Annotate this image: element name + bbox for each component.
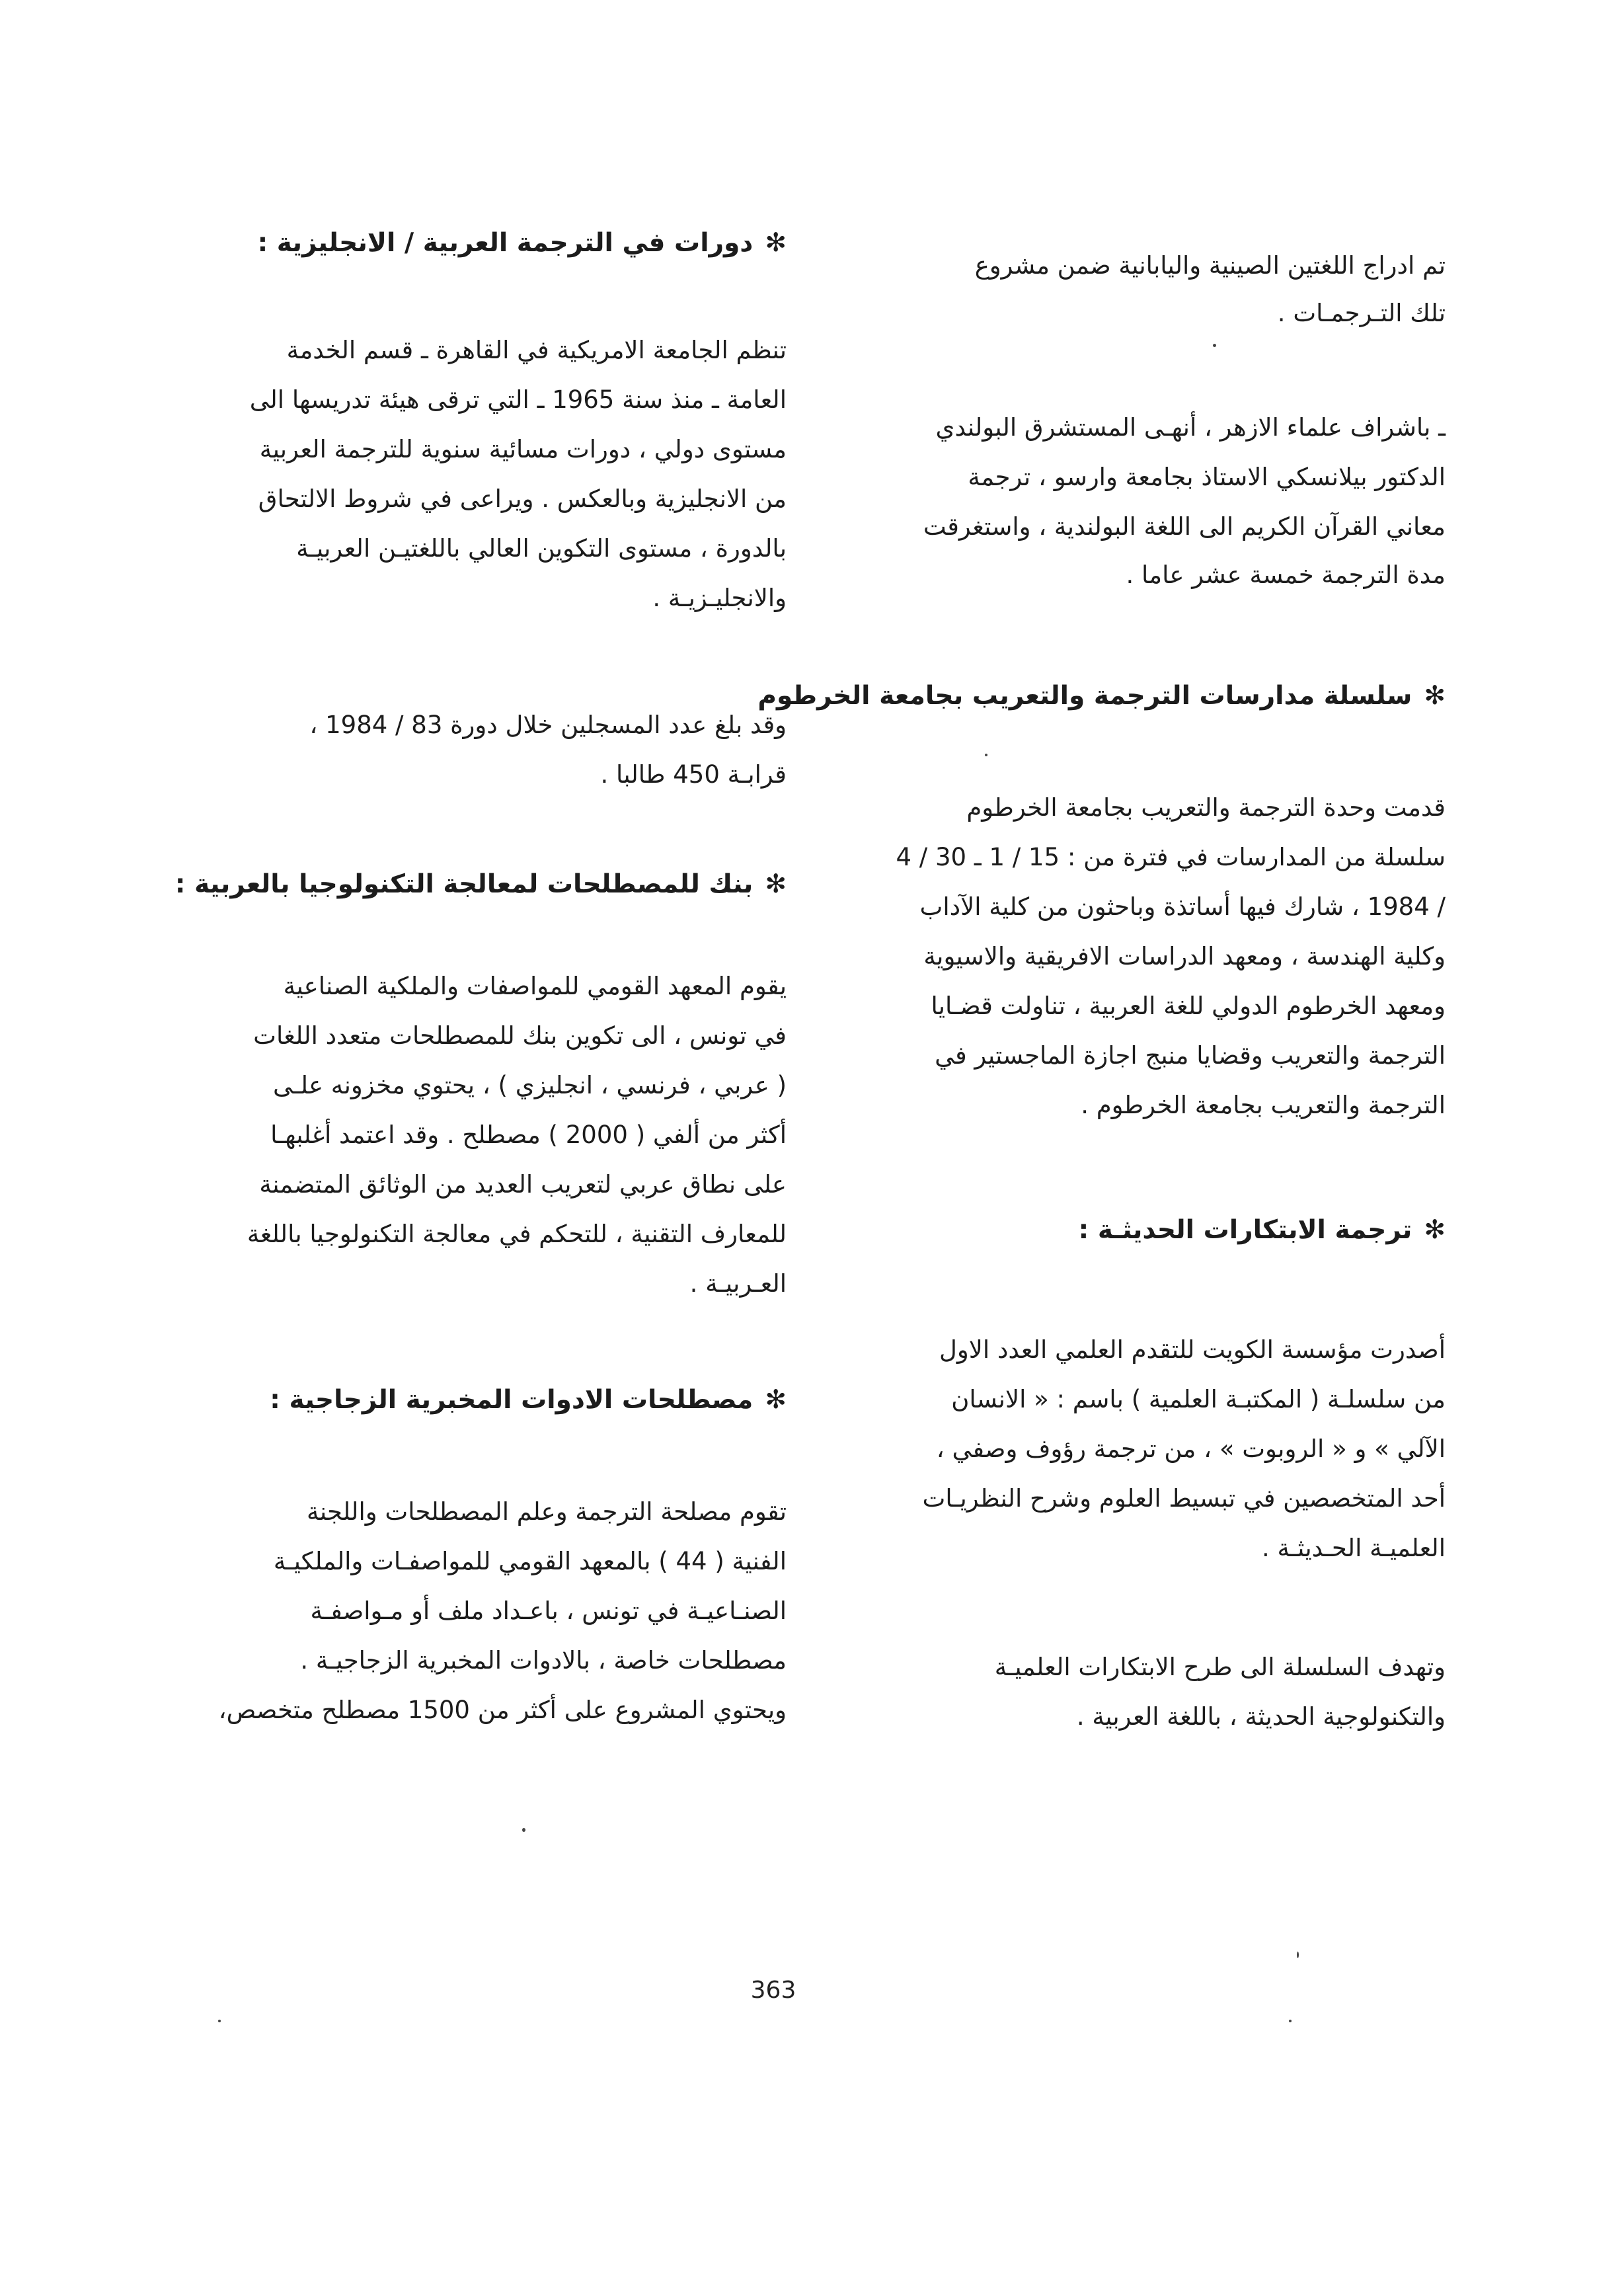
scan-speck	[522, 1828, 525, 1832]
section-heading-text: دورات في الترجمة العربية / الانجليزية :	[257, 228, 754, 258]
section-heading	[190, 1385, 787, 1415]
paragraph-line: مستوى دولي ، دورات مسائية سنوية للترجمة العربية	[259, 435, 787, 463]
scan-speck	[985, 754, 987, 756]
paragraph-line: من سلسلـة ( المكتبـة العلمية ) باسم : « الانسان	[951, 1385, 1446, 1413]
paragraph-line: بالدورة ، مستوى التكوين العالي باللغتيـن العربيـة	[296, 534, 787, 563]
scan-speck	[1289, 2020, 1292, 2022]
scan-speck	[218, 2020, 221, 2022]
paragraph-line: الترجمة والتعريب بجامعة الخرطوم .	[1081, 1091, 1446, 1119]
paragraph-line: مدة الترجمة خمسة عشر عاما .	[1126, 561, 1446, 589]
paragraph-line: العامة ـ منذ سنة 1965 ـ التي ترقى هيئة تدريسها الى	[249, 385, 787, 414]
paragraph-line: تلك التـرجمـات .	[1277, 299, 1446, 327]
paragraph-line: قرابـة 450 طالبا .	[600, 760, 787, 789]
section-heading	[849, 1215, 1446, 1245]
paragraph-line: / 1984 ، شارك فيها أساتذة وباحثون من كلية الآداب	[919, 892, 1446, 921]
paragraph-line: الفنية ( 44 ) بالمعهد القومي للمواصفـات والملكيـة	[273, 1547, 787, 1575]
paragraph-line: من الانجليزية وبالعكس . ويراعى في شروط الالتحاق	[258, 485, 787, 513]
paragraph-line: ـ باشراف علماء الازهر ، أنهـى المستشرق البولندي	[935, 413, 1446, 442]
paragraph-line: الدكتور بيلانسكي الاستاذ بجامعة وارسو ، ترجمة	[968, 463, 1446, 491]
section-heading-text: بنك للمصطلحات لمعالجة التكنولوجيا بالعربية :	[174, 869, 754, 899]
paragraph-line: الصنـاعيـة في تونس ، باعـداد ملف أو مـواصفـة	[310, 1597, 787, 1625]
paragraph-line: في تونس ، الى تكوين بنك للمصطلحات متعدد اللغات	[253, 1021, 787, 1050]
paragraph-line: للمعارف التقنية ، للتحكم في معالجة التكنولوجيا باللغة	[247, 1220, 787, 1248]
asterisk-icon: ✻	[765, 1385, 787, 1415]
paragraph-line: الآلي » و « الروبوت » ، من ترجمة رؤوف وصفي ،	[936, 1435, 1446, 1463]
paragraph-line: يقوم المعهد القومي للمواصفات والملكية الصناعية	[283, 972, 787, 1000]
paragraph-line: تنظم الجامعة الامريكية في القاهرة ـ قسم الخدمة	[286, 336, 787, 364]
asterisk-icon: ✻	[1424, 681, 1446, 711]
section-heading	[190, 228, 787, 258]
paragraph-line: مصطلحات خاصة ، بالادوات المخبرية الزجاجيـة .	[300, 1646, 787, 1675]
paragraph-line: أكثر من ألفي ( 2000 ) مصطلح . وقد اعتمد أغلبهـا	[270, 1121, 787, 1149]
paragraph-line: تقوم مصلحة الترجمة وعلم المصطلحات واللجنة	[307, 1497, 787, 1526]
section-heading-text: مصطلحات الادوات المخبرية الزجاجية :	[270, 1385, 754, 1415]
paragraph-line: ( عربي ، فرنسي ، انجليزي ) ، يحتوي مخزونه علـى	[273, 1071, 787, 1099]
paragraph-line: سلسلة من المدارسات في فترة من : 15 / 1 ـ 30 / 4	[896, 843, 1446, 871]
asterisk-icon: ✻	[1424, 1215, 1446, 1245]
paragraph-line: تم ادراج اللغتين الصينية واليابانية ضمن مشروع	[974, 251, 1446, 280]
paragraph-line: على نطاق عربي لتعريب العديد من الوثائق المتضمنة	[259, 1170, 787, 1199]
asterisk-icon: ✻	[765, 228, 787, 258]
paragraph-line: أحد المتخصصين في تبسيط العلوم وشرح النظريـات	[922, 1484, 1446, 1513]
paragraph-line: قدمت وحدة الترجمة والتعريب بجامعة الخرطوم	[966, 793, 1446, 822]
paragraph-line: ويحتوي المشروع على أكثر من 1500 مصطلح متخصص،	[218, 1696, 787, 1724]
paragraph-line: والتكنولوجية الحديثة ، باللغة العربية .	[1076, 1702, 1446, 1731]
page-number: 363	[750, 1977, 796, 2004]
paragraph-line: وقد بلغ عدد المسجلين خلال دورة 83 / 1984 ،	[309, 711, 787, 739]
section-heading	[757, 681, 1446, 711]
section-heading-text: سلسلة مدارسات الترجمة والتعريب بجامعة الخرطوم	[757, 681, 1412, 711]
paragraph-line: وكلية الهندسة ، ومعهد الدراسات الافريقية والاسيوية	[923, 942, 1446, 970]
asterisk-icon: ✻	[765, 869, 787, 899]
scan-speck	[1297, 1952, 1299, 1958]
paragraph-line: أصدرت مؤسسة الكويت للتقدم العلمي العدد الاول	[939, 1335, 1446, 1364]
paragraph-line: العلميـة الحـديثـة .	[1261, 1534, 1446, 1562]
section-heading	[174, 869, 787, 899]
paragraph-line: الترجمة والتعريب وقضايا منبج اجازة الماجستير في	[935, 1041, 1446, 1070]
paragraph-line: معاني القرآن الكريم الى اللغة البولندية ، واستغرقت	[923, 512, 1446, 541]
paragraph-line: العـربيـة .	[689, 1269, 787, 1298]
scan-speck	[1213, 344, 1216, 347]
section-heading-text: ترجمة الابتكارات الحديثـة :	[1078, 1215, 1412, 1245]
paragraph-line: والانجليـزيـة .	[652, 584, 787, 612]
paragraph-line: وتهدف السلسلة الى طرح الابتكارات العلميـة	[994, 1653, 1446, 1681]
paragraph-line: ومعهد الخرطوم الدولي للغة العربية ، تناولت قضـايا	[931, 992, 1446, 1020]
